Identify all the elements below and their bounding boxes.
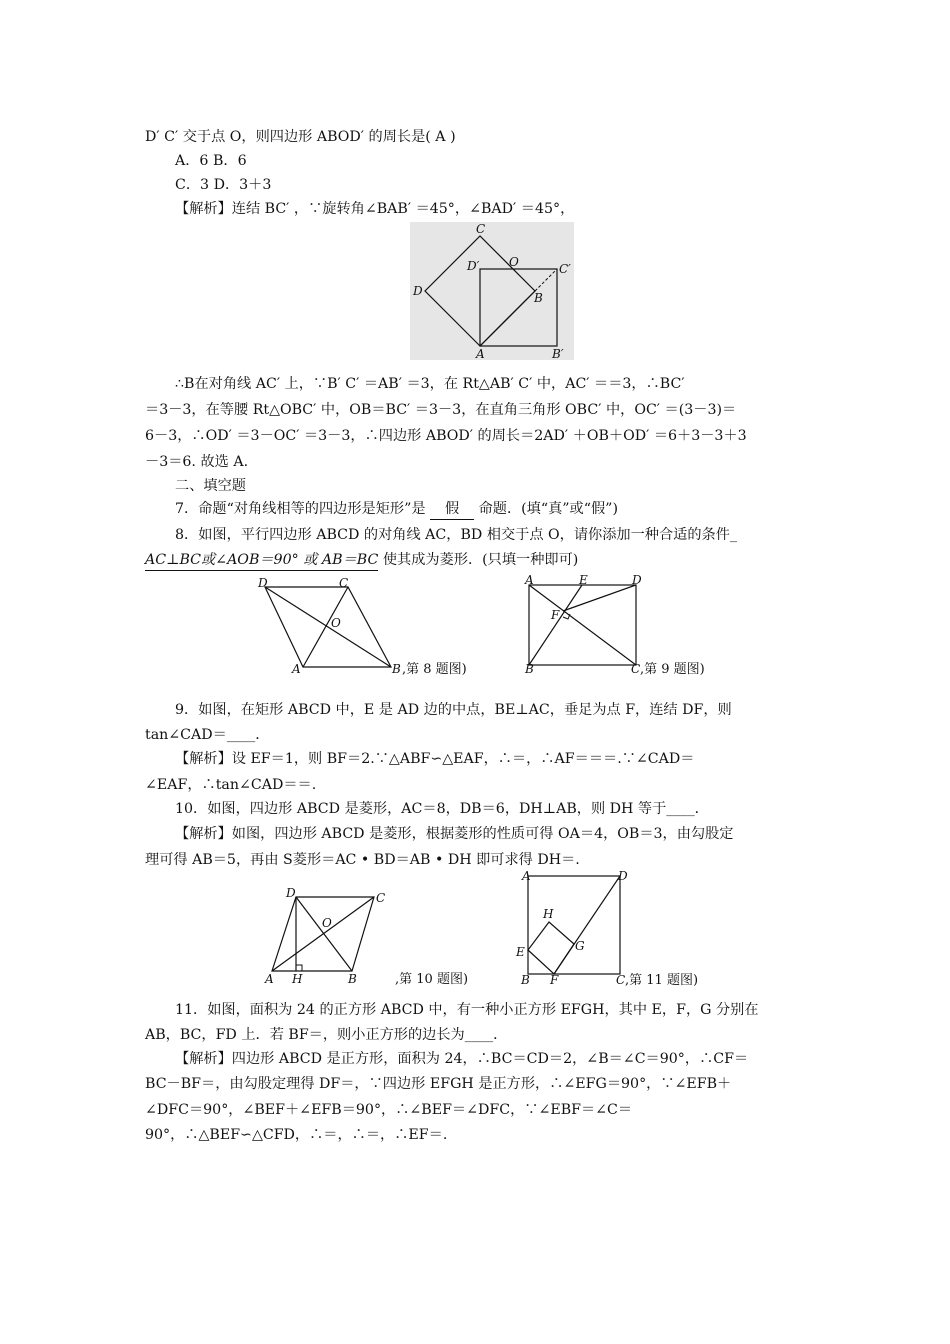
- fig8-label-a: A: [292, 662, 301, 676]
- q11-analysis-line-4: 90°，∴△BEF∽△CFD，∴＝，∴＝，∴EF＝.: [145, 1127, 448, 1143]
- fig11-label-g: G: [575, 939, 585, 953]
- fig10-label-b: B: [348, 972, 357, 986]
- fig11-label-c: C: [616, 973, 626, 987]
- q9-analysis-line-2: ∠EAF，∴tan∠CAD＝＝.: [145, 777, 317, 793]
- q8-stem: 8．如图，平行四边形 ABCD 的对角线 AC，BD 相交于点 O，请你添加一种合适的条件_: [175, 527, 737, 543]
- fig9-label-b: B: [525, 662, 534, 676]
- q7-answer: 假: [430, 499, 474, 520]
- q8-answer-line: [145, 550, 578, 571]
- figure-q9: [522, 573, 732, 677]
- q6-analysis-line-3: ＝3－3，在等腰 Rt△OBC′ 中，OB＝BC′ ＝3－3，在直角三角形 OBC′ 中，OC′ ＝(3－3)＝: [145, 402, 737, 418]
- fig9-label-e: E: [579, 573, 588, 587]
- q8-tail: 使其成为菱形．(只填一种即可): [382, 552, 579, 568]
- q6-analysis-line-2: ∴B在对角线 AC′ 上，∵B′ C′ ＝AB′ ＝3，在 Rt△AB′ C′ 中，AC′ ＝＝3，∴BC′: [175, 376, 685, 392]
- fig9-label-d: D: [632, 573, 642, 587]
- fig11-caption: ,第 11 题图): [625, 973, 699, 988]
- fig9-caption: ,第 9 题图): [640, 662, 705, 677]
- fig9-label-c: C: [631, 662, 641, 676]
- figure-q11: [512, 866, 732, 988]
- fig1-label-d: D: [413, 284, 423, 298]
- q9-stem: 9．如图，在矩形 ABCD 中，E 是 AD 边的中点，BE⊥AC，垂足为点 F，连结 DF，则: [175, 702, 732, 718]
- q6-options-cd: C．3 D．3＋3: [175, 177, 272, 193]
- q11-analysis-line-2: BC－BF＝，由勾股定理得 DF＝，∵四边形 EFGH 是正方形，∴∠EFG＝90°，∵∠EFB＋: [145, 1076, 732, 1092]
- fig10-label-d: D: [286, 886, 296, 900]
- fig11-label-b: B: [521, 973, 530, 987]
- fig8-label-c: C: [339, 576, 349, 590]
- q6-analysis-line-5: －3＝6. 故选 A.: [145, 454, 249, 470]
- q7-stem: 7．命题“对角线相等的四边形是矩形”是: [175, 501, 426, 517]
- fig1-label-d-prime: D′: [467, 259, 480, 273]
- q11-stem-tail: AB，BC，FD 上．若 BF＝，则小正方形的边长为____．: [145, 1027, 508, 1043]
- fig10-label-c: C: [376, 891, 386, 905]
- q6-analysis-line-4: 6－3，∴OD′ ＝3－OC′ ＝3－3，∴四边形 ABOD′ 的周长＝2AD′ ＋OB＋OD′ ＝6＋3－3＋3: [145, 428, 747, 444]
- fig9-label-a: A: [525, 573, 534, 587]
- q11-analysis-line-1: 【解析】四边形 ABCD 是正方形，面积为 24，∴BC＝CD＝2，∠B＝∠C＝90°，∴CF＝: [175, 1051, 749, 1067]
- q10-stem: 10．如图，四边形 ABCD 是菱形，AC＝8，DB＝6，DH⊥AB，则 DH 等于____．: [175, 801, 709, 817]
- fig11-label-a: A: [522, 869, 531, 883]
- q6-analysis-line-1: 【解析】连结 BC′ ，∵旋转角∠BAB′ ＝45°，∠BAD′ ＝45°，: [175, 201, 575, 217]
- fig1-label-b-prime: B′: [552, 347, 564, 360]
- fig11-label-h: H: [543, 907, 554, 921]
- q7: [175, 499, 618, 520]
- figure-q6: [410, 222, 574, 360]
- q11-stem: 11．如图，面积为 24 的正方形 ABCD 中，有一种小正方形 EFGH，其中 E，F，G 分别在: [175, 1002, 759, 1018]
- fig1-label-o: O: [509, 255, 519, 269]
- fig1-label-a: A: [476, 347, 485, 360]
- fig8-label-d: D: [258, 576, 268, 590]
- q6-stem-tail: D′ C′ 交于点 O，则四边形 ABOD′ 的周长是( A ): [145, 129, 456, 145]
- fig8-label-b: B: [392, 662, 401, 676]
- fig10-caption: ,第 10 题图): [395, 972, 469, 987]
- figure-q10: [262, 885, 492, 990]
- q9-stem-tail: tan∠CAD＝____．: [145, 727, 270, 743]
- figure-q8: [255, 575, 470, 677]
- q10-analysis-line-1: 【解析】如图，四边形 ABCD 是菱形，根据菱形的性质可得 OA＝4，OB＝3，由勾股定: [175, 826, 734, 842]
- fig1-label-b: B: [534, 291, 543, 305]
- fig9-label-f: F: [551, 608, 560, 622]
- section-heading-fill-in: 二、填空题: [175, 478, 246, 494]
- fig1-label-c-prime: C′: [559, 262, 571, 276]
- q9-analysis-line-1: 【解析】设 EF＝1，则 BF＝2.∵△ABF∽△EAF，∴＝，∴AF＝＝＝.∵∠CAD＝: [175, 751, 695, 767]
- fig8-caption: ,第 8 题图): [402, 662, 467, 677]
- fig10-label-a: A: [265, 972, 274, 986]
- fig11-label-d: D: [618, 869, 628, 883]
- fig10-label-o: O: [322, 916, 332, 930]
- fig8-label-o: O: [331, 616, 341, 630]
- fig11-label-f: F: [550, 973, 559, 987]
- fig10-label-h: H: [292, 972, 303, 986]
- fig11-label-e: E: [516, 945, 525, 959]
- q7-tail: 命题．(填“真”或“假”): [478, 501, 618, 517]
- q11-analysis-line-3: ∠DFC＝90°，∠BEF＋∠EFB＝90°，∴∠BEF＝∠DFC，∵∠EBF＝∠C＝: [145, 1102, 633, 1118]
- q10-analysis-line-2: 理可得 AB＝5，再由 S菱形＝AC • BD＝AB • DH 即可求得 DH＝.: [145, 852, 580, 868]
- fig1-label-c: C: [476, 222, 486, 236]
- q8-answer: AC⊥BC或∠AOB＝90° 或 AB＝BC: [145, 550, 378, 571]
- q6-options-ab: A．6 B．6: [175, 153, 247, 169]
